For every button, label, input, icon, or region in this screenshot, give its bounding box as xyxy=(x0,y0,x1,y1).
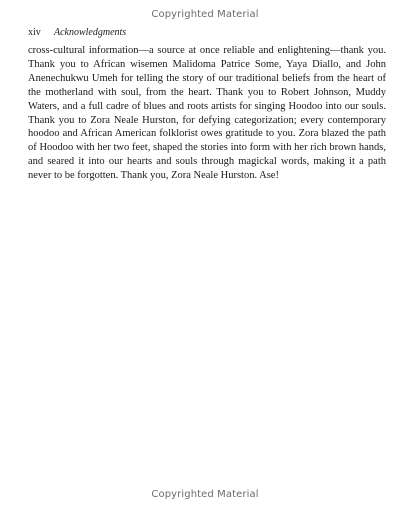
copyright-watermark-bottom: Copyrighted Material xyxy=(151,489,259,500)
page-number: xiv xyxy=(28,27,41,38)
copyright-watermark-top: Copyrighted Material xyxy=(151,9,259,20)
acknowledgments-paragraph: cross-cultural information—a source at once reliable and enlightening—thank you. Thank you to African wisemen Malidoma Patrice Some, Yaya Diallo, and John Anenechukwu Umeh for telling the story of our traditional beliefs from the heart of the motherland with soul, from the heart. Thank you to Robert Johnson, Muddy Waters, and a full cadre of blues and roots artists for singing Hoodoo into our souls. Thank you to Zora Neale Hurston, for defying categorization; every contemporary hoodoo and African American folklorist owes gratitude to you. Zora blazed the path of Hoodoo with her two feet, shaped the stories into form with her rich brown hands, and seared it into our hearts and souls through magickal words, making it a path never to be forgotten. Thank you, Zora Neale Hurston. Ase! xyxy=(28,45,386,182)
running-head xyxy=(28,27,126,38)
running-head-title: Acknowledgments xyxy=(54,27,127,38)
